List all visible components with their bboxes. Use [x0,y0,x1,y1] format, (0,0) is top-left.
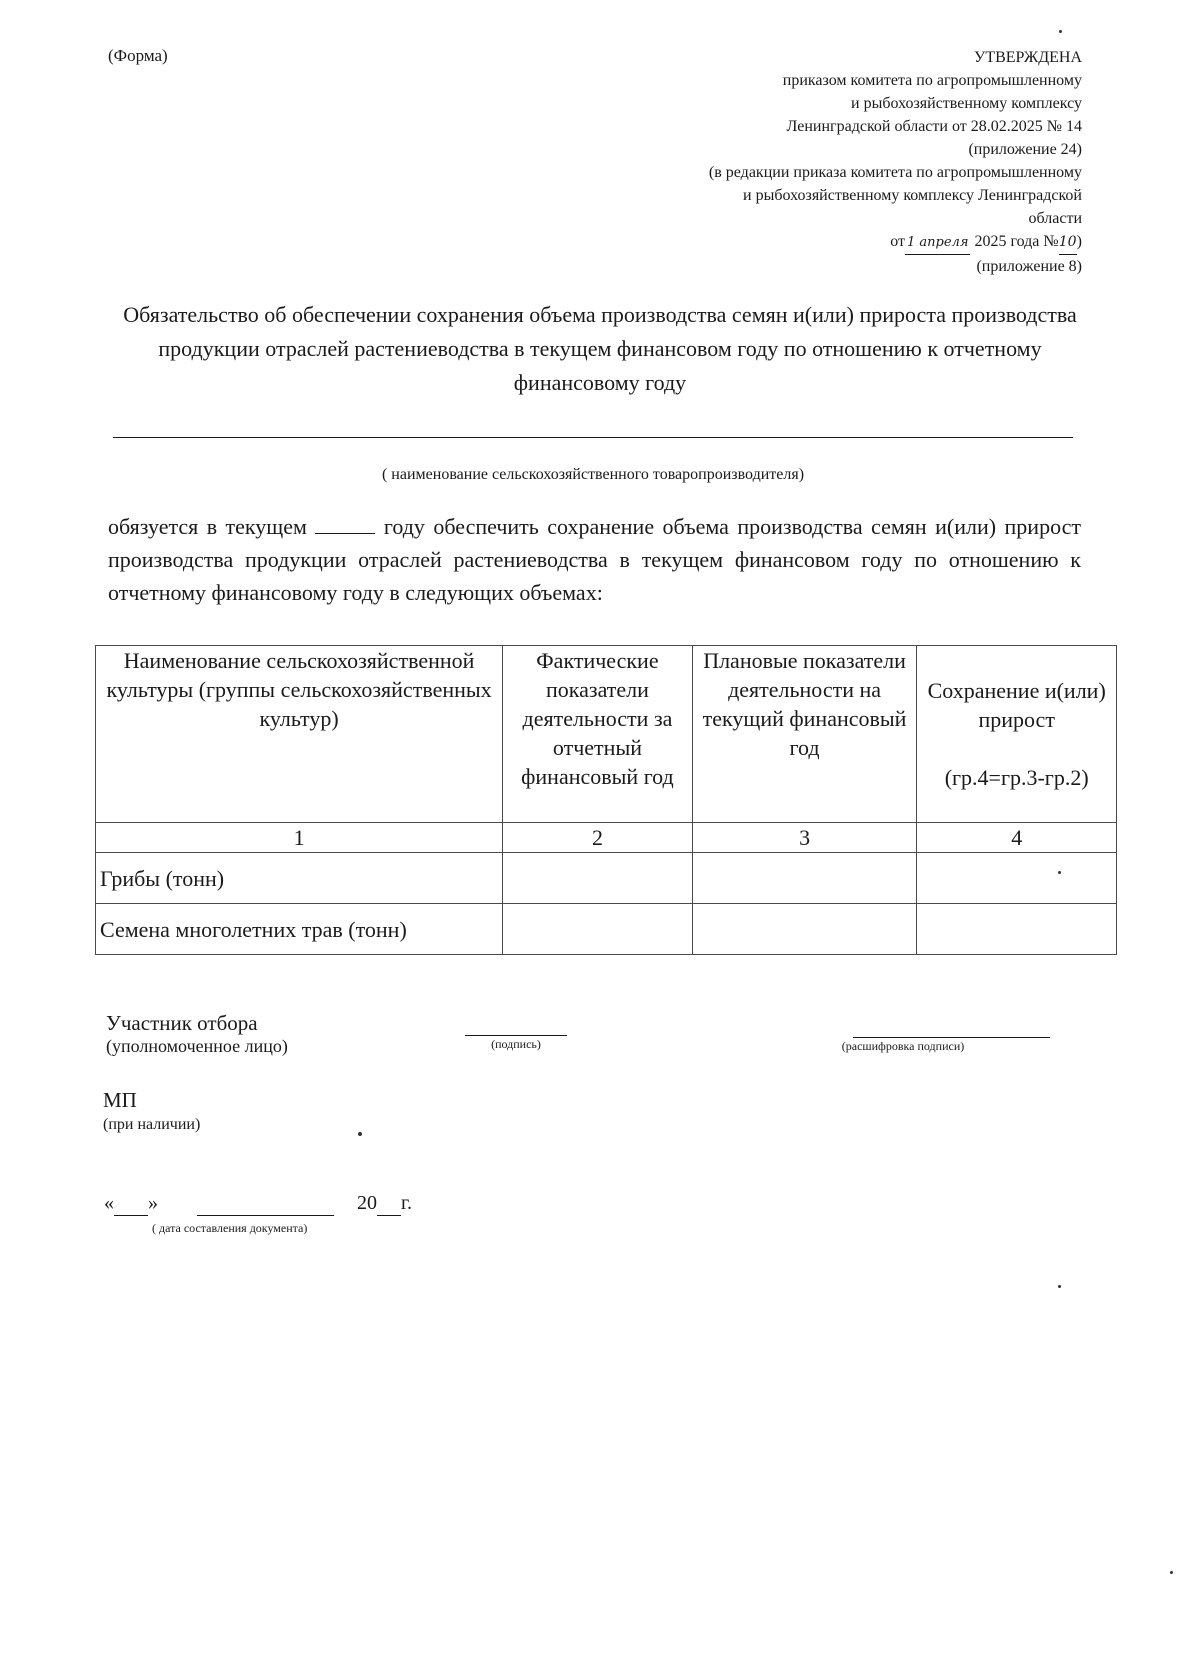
stamp-label: МП [103,1088,137,1112]
scan-speck [358,1132,362,1136]
header-delta [917,646,1117,823]
stamp-hint: (при наличии) [103,1116,201,1133]
row-delta-cell[interactable] [917,853,1117,904]
approval-line: Ленинградской области от 28.02.2025 № 14 [786,118,1082,135]
day-blank[interactable] [114,1192,148,1216]
row-culture-name: Грибы (тонн) [96,853,503,904]
edition-prefix: от [890,233,906,250]
row-plan-cell[interactable] [692,853,917,904]
handwritten-number: 10 [1059,231,1077,255]
document-title: Обязательство об обеспечении сохранения объема производства семян и(или) прироста производства продукции отраслей растениеводства в текущем финансовом году по отношению к отчетному финансовому году [123,302,1077,395]
obligation-text [108,510,1081,609]
header-delta-formula: (гр.4=гр.3-гр.2) [944,765,1089,790]
approval-line: и рыбохозяйственному комплексу Ленинградской [743,187,1082,204]
column-number: 4 [917,823,1117,853]
approval-block [562,46,1082,278]
approval-line: области [1028,210,1082,227]
date-open-quote: « [104,1192,114,1214]
form-label: (Форма) [108,46,168,65]
row-actual-cell[interactable] [503,904,693,955]
scan-speck [1058,1285,1061,1288]
organization-name-hint: ( наименование сельскохозяйственного товаропроизводителя) [381,466,805,483]
year-blank-field[interactable] [377,1192,401,1216]
obligation-text-start: обязуется в текущем [108,514,307,539]
scan-speck [1059,30,1062,33]
table-header-row [96,646,1117,823]
organization-name-line[interactable] [113,437,1073,438]
year-suffix: г. [401,1192,412,1214]
row-actual-cell[interactable] [503,853,693,904]
date-close-quote: » [148,1192,158,1214]
signature-decode-line[interactable] [853,1037,1050,1038]
header-plan: Плановые показатели деятельности на текущий финансовый год [692,646,917,823]
table-row [96,904,1117,955]
header-actual: Фактические показатели деятельности за отчетный финансовый год [503,646,693,823]
approval-line: (в редакции приказа комитета по агропромышленному [708,164,1082,181]
document-date [104,1192,412,1216]
row-culture-name: Семена многолетних трав (тонн) [96,904,503,955]
approval-line: приказом комитета по агропромышленному [782,72,1082,89]
appendix-label: (приложение 8) [976,258,1082,275]
year-prefix: 20 [357,1192,377,1214]
column-number-row [96,823,1117,853]
scan-speck [1058,871,1061,874]
approval-line: УТВЕРЖДЕНА [973,49,1082,66]
edition-suffix: ) [1076,233,1082,250]
signature-line[interactable] [465,1035,567,1036]
approval-line: и рыбохозяйственному комплексу [851,95,1082,112]
row-plan-cell[interactable] [692,904,917,955]
table-row [96,853,1117,904]
column-number: 1 [96,823,503,853]
column-number: 2 [503,823,693,853]
date-hint: ( дата составления документа) [152,1221,308,1235]
signature-hint: (подпись) [491,1037,541,1051]
column-number: 3 [692,823,917,853]
approval-line: (приложение 24) [968,141,1082,158]
header-delta-label: Сохранение и(или) прирост [927,678,1106,732]
signature-decode-hint: (расшифровка подписи) [841,1039,965,1053]
edition-line [562,230,1082,255]
edition-middle: 2025 года № [974,233,1059,250]
participant-label: Участник отбора [106,1011,258,1035]
row-delta-cell[interactable] [917,904,1117,955]
year-blank[interactable] [315,515,375,534]
authorized-person-label: (уполномоченное лицо) [106,1036,288,1056]
scan-speck [1170,1571,1173,1574]
handwritten-date: 1 апреля [905,231,970,255]
volumes-table [95,645,1117,955]
month-blank[interactable] [197,1192,334,1216]
obligation-text-rest: году обеспечить сохранение объема производства семян и(или) прирост производства продукции отраслей растениеводства в текущем финансовом году по отношению к отчетному финансовому году в следующих объемах: [108,514,1082,605]
header-culture: Наименование сельскохозяйственной культуры (группы сельскохозяйственных культур) [96,646,503,823]
